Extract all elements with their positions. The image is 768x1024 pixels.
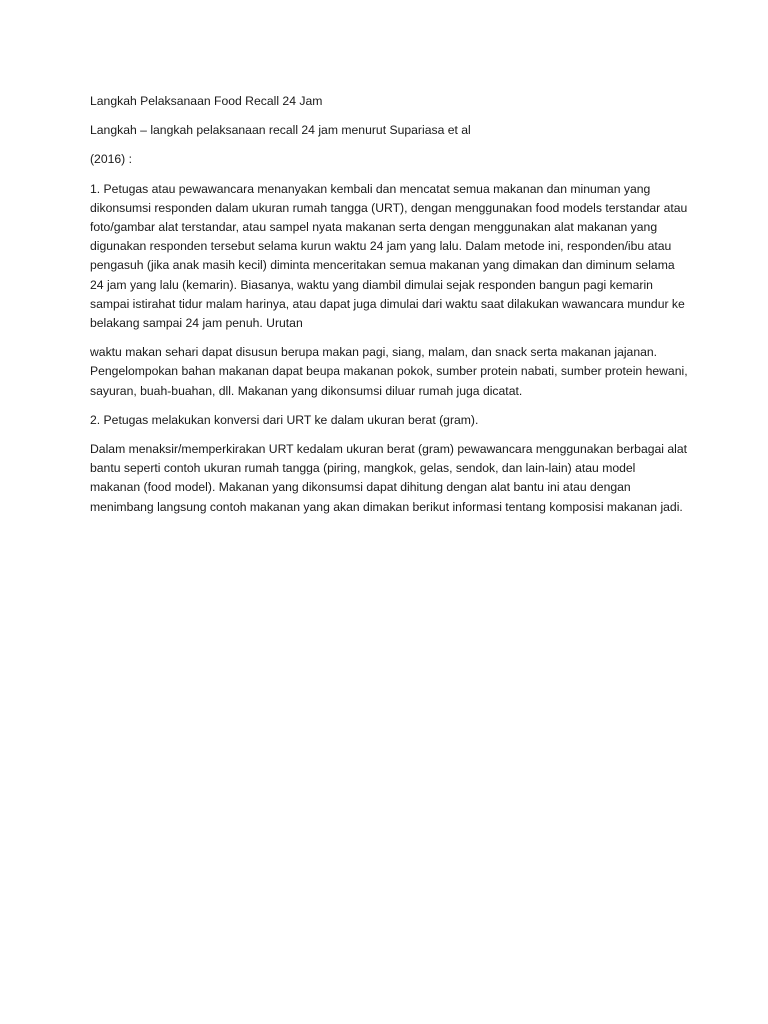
intro-year: (2016) : bbox=[90, 152, 133, 167]
step-2-detail: Dalam menaksir/memperkirakan URT kedalam ukuran berat (gram) pewawancara menggunakan berbagai alat bantu seperti contoh ukuran rumah tangga (piring, mangkok, gelas, sendok, dan lain-lain) atau model makanan (food model). Makanan yang dikonsumsi dapat dihitung dengan alat bantu ini atau dengan menimbang langsung contoh makanan yang akan dimakan berikut informasi tentang komposisi makanan jadi. bbox=[90, 442, 688, 514]
document-title: Langkah Pelaksanaan Food Recall 24 Jam bbox=[90, 94, 323, 108]
intro-line: Langkah – langkah pelaksanaan recall 24 jam menurut Supariasa et al bbox=[90, 123, 471, 138]
step-2-paragraph: 2. Petugas melakukan konversi dari URT ke dalam ukuran berat (gram). bbox=[90, 412, 479, 427]
document-page bbox=[90, 92, 688, 527]
step-1-paragraph: 1. Petugas atau pewawancara menanyakan kembali dan mencatat semua makanan dan minuman yang dikonsumsi responden dalam ukuran rumah tangga (URT), dengan menggunakan food models terstandar atau foto/gambar alat terstandar, atau sampel nyata makanan serta dengan menggunakan alat makanan yang digunakan responden tersebut selama kurun waktu 24 jam yang lalu. Dalam metode ini, responden/ibu atau pengasuh (jika anak masih kecil) diminta menceritakan semua makanan yang dimakan dan diminum selama 24 jam yang lalu (kemarin). Biasanya, waktu yang diambil dimulai sejak responden bangun pagi kemarin sampai istirahat tidur malam harinya, atau dapat juga dimulai dari waktu saat dilakukan wawancara mundur ke belakang sampai 24 jam penuh. Urutan bbox=[90, 181, 688, 331]
step-1-continuation: waktu makan sehari dapat disusun berupa makan pagi, siang, malam, dan snack serta makanan jajanan. Pengelompokan bahan makanan dapat beupa makanan pokok, sumber protein nabati, sumber protein hewani, sayuran, buah-buahan, dll. Makanan yang dikonsumsi diluar rumah juga dicatat. bbox=[90, 345, 688, 398]
